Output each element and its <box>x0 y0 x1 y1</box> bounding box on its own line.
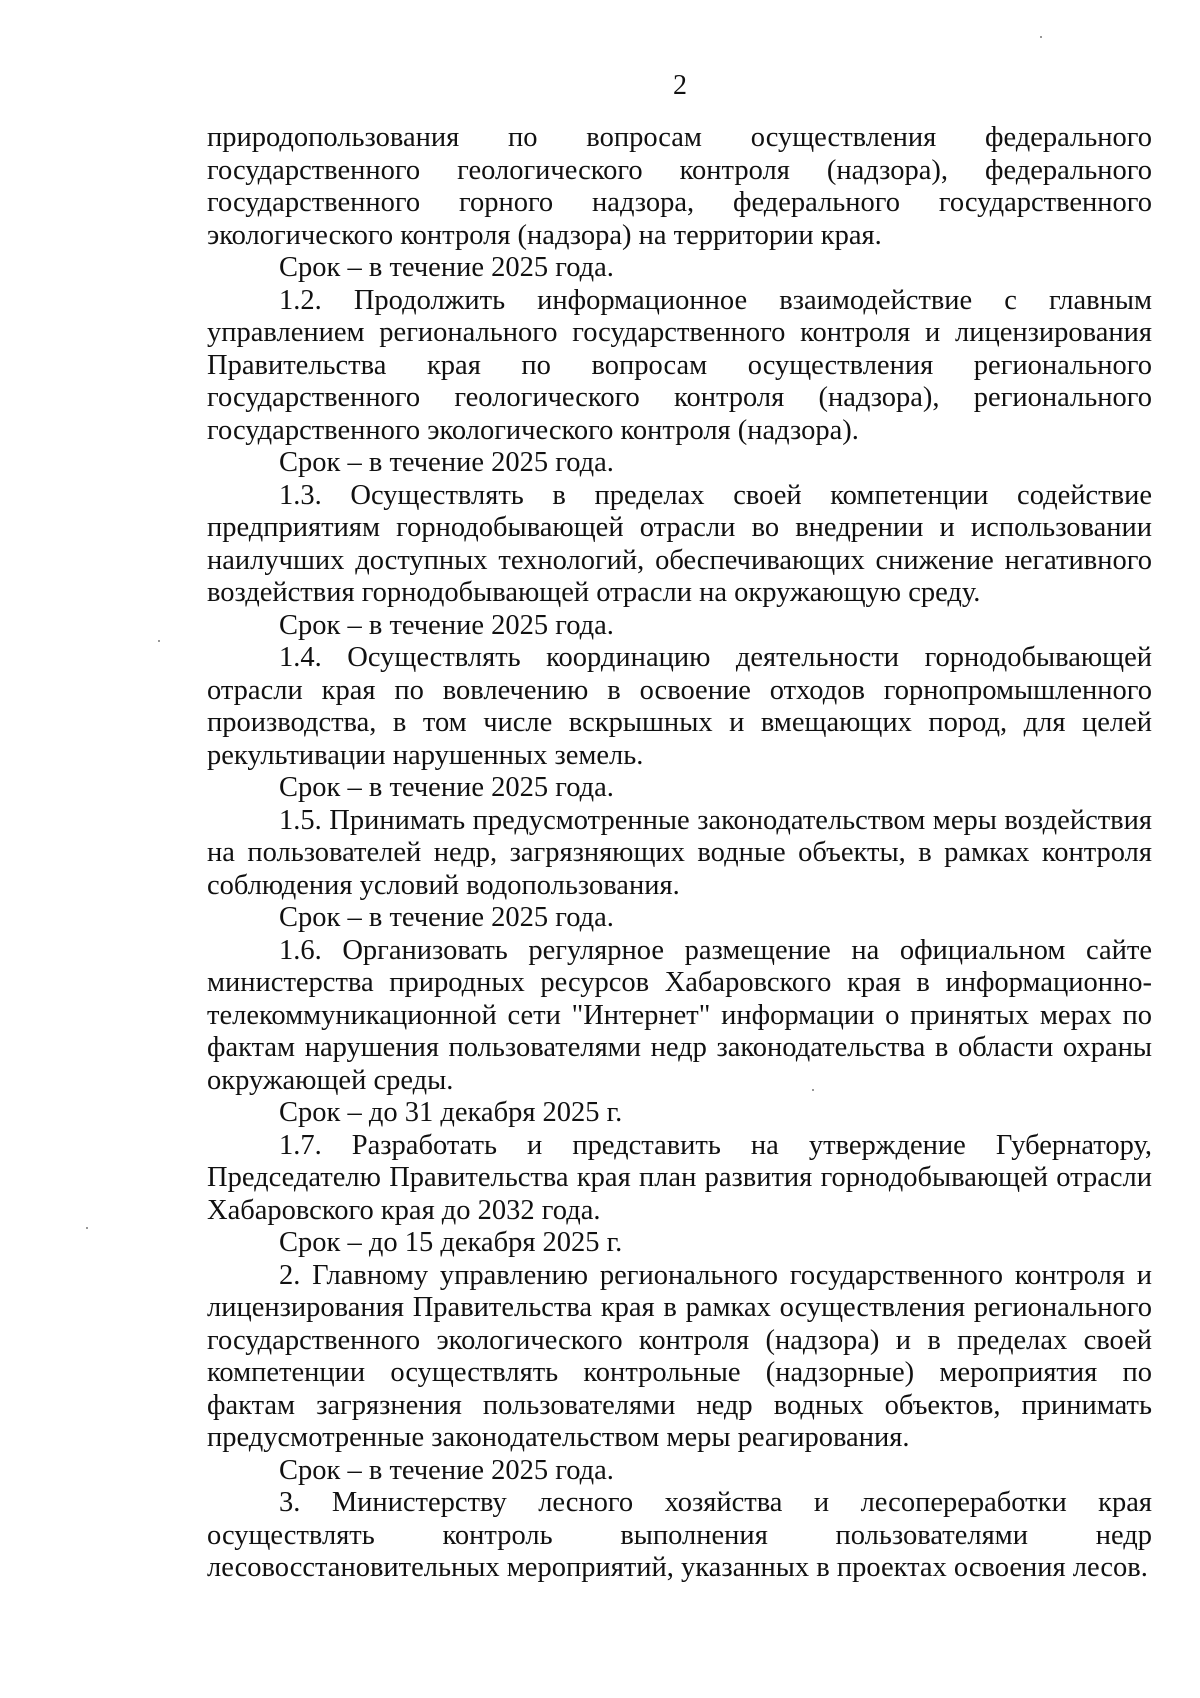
scan-speck <box>1040 36 1042 38</box>
scan-speck <box>812 1089 814 1091</box>
deadline-1-7: Срок – до 15 декабря 2025 г. <box>279 1227 623 1258</box>
deadline-1-4: Срок – в течение 2025 года. <box>279 772 614 803</box>
page-number: 2 <box>673 70 687 101</box>
paragraph-2: 2. Главному управлению регионального государственного контроля и лицензирования Правительства края в рамках осуществления регионального государственного экологического контроля (надзора) и в пределах своей компетенции осуществлять контрольные (надзорные) мероприятия по фактам загрязнения пользователями недр водных объектов, принимать предусмотренные законодательством меры реагирования. <box>207 1259 1152 1453</box>
paragraph-1-5: 1.5. Принимать предусмотренные законодательством меры воздействия на пользователей недр, загрязняющих водные объекты, в рамках контроля соблюдения условий водопользования. <box>207 804 1152 901</box>
paragraph-1-2: 1.2. Продолжить информационное взаимодействие с главным управлением регионального государственного контроля и лицензирования Правительства края по вопросам осуществления регионального государственного геологического контроля (надзора), регионального государственного экологического контроля (надзора). <box>207 284 1152 446</box>
document-body <box>207 122 1152 1585</box>
paragraph-1-7: 1.7. Разработать и представить на утверждение Губернатору, Председателю Правительства края план развития горнодобывающей отрасли Хабаровского края до 2032 года. <box>207 1129 1152 1226</box>
scan-speck <box>158 640 160 642</box>
deadline-1-2: Срок – в течение 2025 года. <box>279 447 614 478</box>
deadline-1-1: Срок – в течение 2025 года. <box>279 252 614 283</box>
paragraph-1-6: 1.6. Организовать регулярное размещение на официальном сайте министерства природных ресурсов Хабаровского края в информационно-телекоммуникационной сети "Интернет" информации о принятых мерах по фактам нарушения пользователями недр законодательства в области охраны окружающей среды. <box>207 934 1152 1096</box>
paragraph-1-4: 1.4. Осуществлять координацию деятельности горнодобывающей отрасли края по вовлечению в освоение отходов горнопромышленного производства, в том числе вскрышных и вмещающих пород, для целей рекультивации нарушенных земель. <box>207 642 1152 771</box>
deadline-2: Срок – в течение 2025 года. <box>279 1454 614 1486</box>
deadline-1-6: Срок – до 31 декабря 2025 г. <box>279 1097 623 1128</box>
scan-speck <box>86 1227 88 1229</box>
deadline-1-3: Срок – в течение 2025 года. <box>279 609 614 641</box>
paragraph-1-3: 1.3. Осуществлять в пределах своей компетенции содействие предприятиям горнодобывающей отрасли во внедрении и использовании наилучших доступных технологий, обеспечивающих снижение негативного воздействия горнодобывающей отрасли на окружающую среду. <box>207 479 1152 608</box>
paragraph-1-1-continuation: природопользования по вопросам осуществления федерального государственного геологического контроля (надзора), федерального государственного горного надзора, федерального государственного экологического контроля (надзора) на территории края. <box>207 122 1152 251</box>
paragraph-3: 3. Министерству лесного хозяйства и лесопереработки края осуществлять контроль выполнения пользователями недр лесовосстановительных мероприятий, указанных в проектах освоения лесов. <box>207 1487 1152 1583</box>
deadline-1-5: Срок – в течение 2025 года. <box>279 902 614 933</box>
